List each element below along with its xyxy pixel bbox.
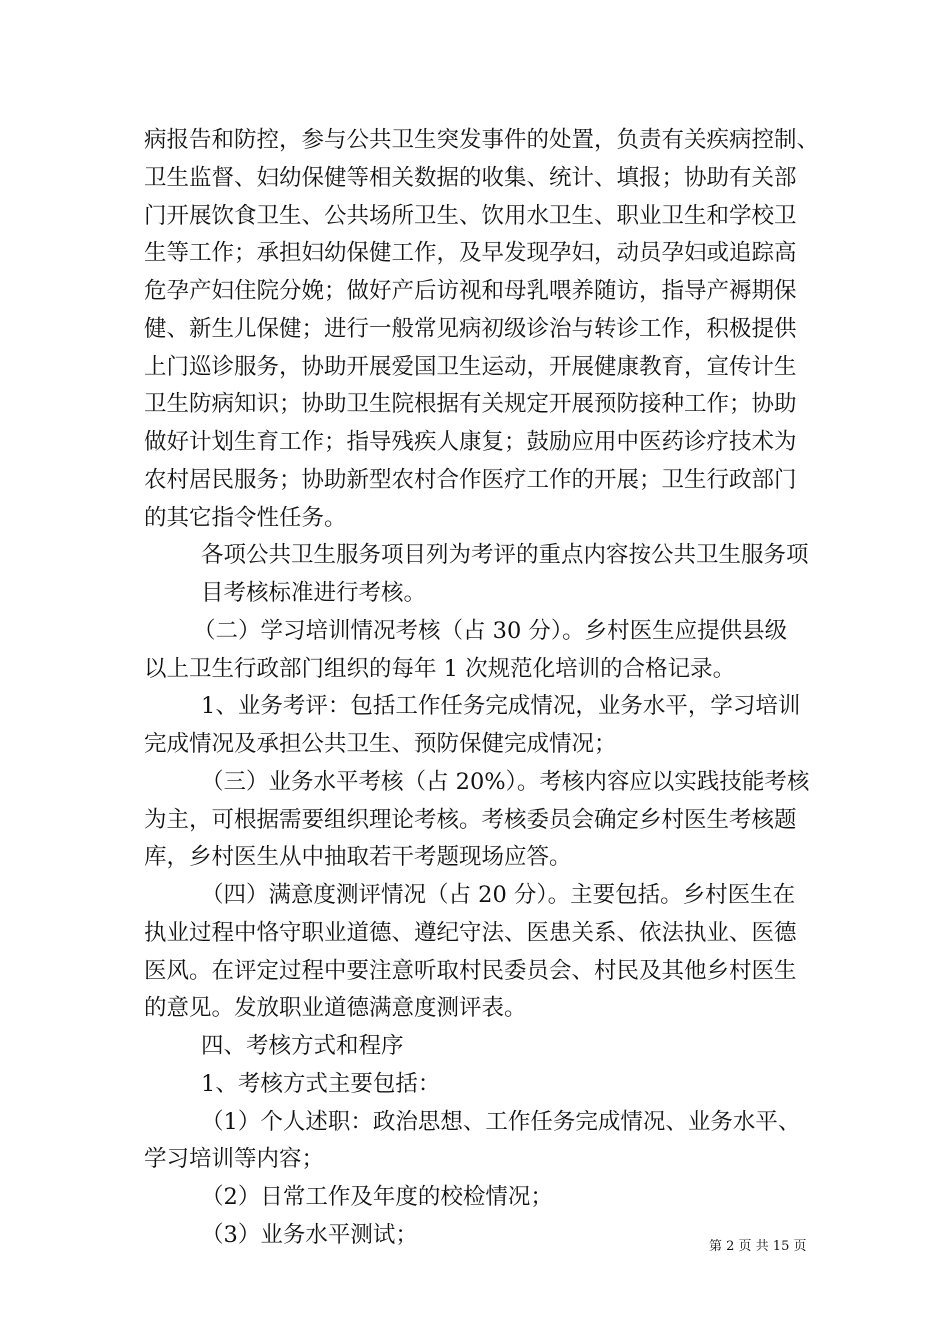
paragraph-first-line: （二）学习培训情况考核（占 30 分）。乡村医生应提供县级 — [193, 618, 788, 644]
section-heading: 四、考核方式和程序 — [201, 1033, 404, 1059]
text-line: 学习培训等内容； — [144, 1146, 325, 1172]
paragraph-first-line: 1、考核方式主要包括： — [201, 1071, 441, 1097]
list-item: （1）个人述职：政治思想、工作任务完成情况、业务水平、 — [201, 1109, 801, 1135]
text-line: 上门巡诊服务，协助开展爱国卫生运动，开展健康教育，宣传计生 — [144, 354, 797, 380]
list-item: （2）日常工作及年度的校检情况； — [201, 1184, 553, 1210]
text-line: 健、新生儿保健；进行一般常见病初级诊治与转诊工作，积极提供 — [144, 316, 797, 342]
text-line: 病报告和防控，参与公共卫生突发事件的处置，负责有关疾病控制、 — [144, 127, 820, 153]
paragraph-first-line: （三）业务水平考核（占 20%）。考核内容应以实践技能考核 — [201, 769, 810, 795]
text-line: 以上卫生行政部门组织的每年 1 次规范化培训的合格记录。 — [144, 656, 736, 682]
text-line: 卫生防病知识；协助卫生院根据有关规定开展预防接种工作；协助 — [144, 391, 797, 417]
text-line: 库，乡村医生从中抽取若干考题现场应答。 — [144, 844, 572, 870]
text-line: 为主，可根据需要组织理论考核。考核委员会确定乡村医生考核题 — [144, 807, 797, 833]
text-line: 目考核标准进行考核。 — [201, 580, 427, 606]
text-line: 做好计划生育工作；指导残疾人康复；鼓励应用中医药诊疗技术为 — [144, 429, 797, 455]
text-line: 的其它指令性任务。 — [144, 505, 347, 531]
text-line: 门开展饮食卫生、公共场所卫生、饮用水卫生、职业卫生和学校卫 — [144, 203, 797, 229]
paragraph-first-line: 1、业务考评：包括工作任务完成情况，业务水平，学习培训 — [201, 693, 801, 719]
text-line: 执业过程中恪守职业道德、遵纪守法、医患关系、依法执业、医德 — [144, 920, 797, 946]
text-line: 生等工作；承担妇幼保健工作，及早发现孕妇，动员孕妇或追踪高 — [144, 240, 797, 266]
text-line: 农村居民服务；协助新型农村合作医疗工作的开展；卫生行政部门 — [144, 467, 797, 493]
text-line: 完成情况及承担公共卫生、预防保健完成情况； — [144, 731, 617, 757]
list-item: （3）业务水平测试； — [201, 1222, 418, 1248]
paragraph-first-line: 各项公共卫生服务项目列为考评的重点内容按公共卫生服务项 — [201, 542, 809, 568]
page-number-footer: 第 2 页 共 15 页 — [709, 1239, 807, 1254]
text-line: 的意见。发放职业道德满意度测评表。 — [144, 995, 527, 1021]
text-line: 卫生监督、妇幼保健等相关数据的收集、统计、填报；协助有关部 — [144, 165, 797, 191]
text-line: 危孕产妇住院分娩；做好产后访视和母乳喂养随访，指导产褥期保 — [144, 278, 797, 304]
paragraph-first-line: （四）满意度测评情况（占 20 分）。主要包括。乡村医生在 — [201, 882, 796, 908]
text-line: 医风。在评定过程中要注意听取村民委员会、村民及其他乡村医生 — [144, 958, 797, 984]
